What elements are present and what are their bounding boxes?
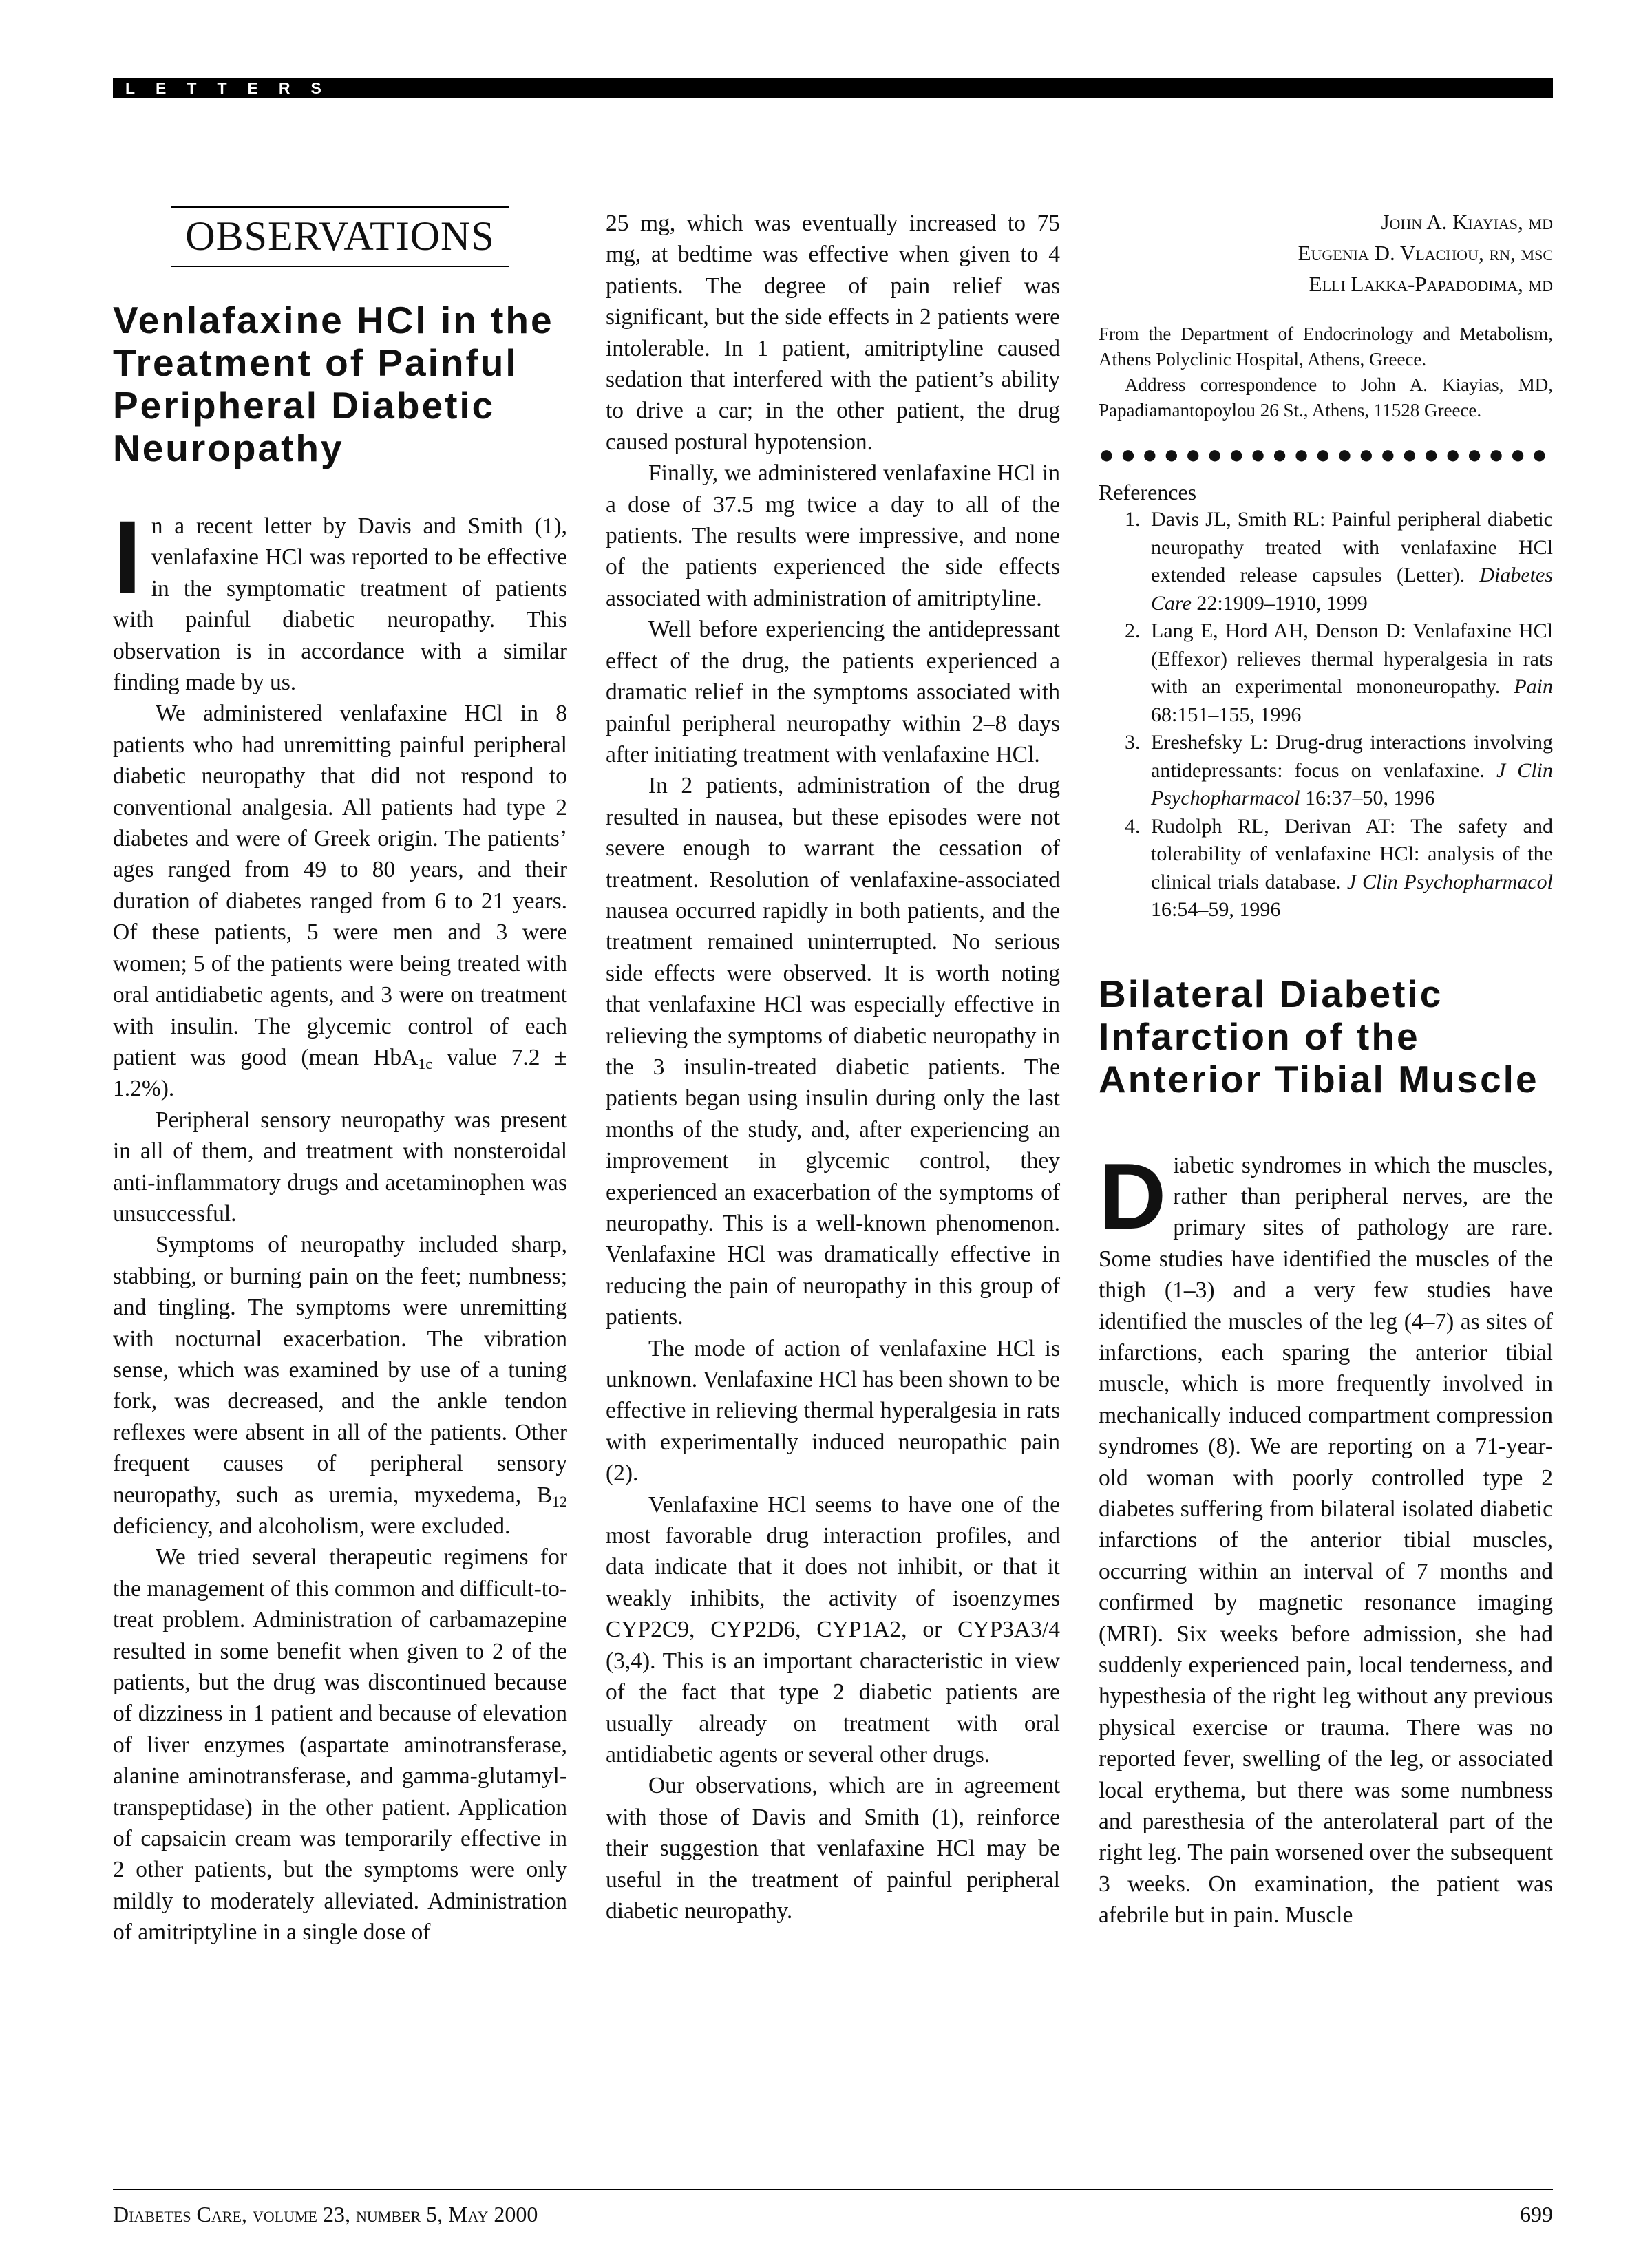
reference-details: 16:54–59, 1996 (1151, 898, 1281, 921)
affiliation: From the Department of Endocrinology and Metabolism, Athens Polyclinic Hospital, Athens, Greece. (1099, 323, 1553, 370)
paragraph-7: Finally, we administered venlafaxine HCl in a dose of 37.5 mg twice a day to all of the patients. The results were impressive, and none of the patients experienced the side effects associated with administration of amitriptyline. (606, 460, 1060, 611)
reference-text: Davis JL, Smith RL: Painful peripheral diabetic neuropathy treated with venlafaxine HCl extended release capsules (Letter). (1151, 508, 1553, 586)
paragraph-8: Well before experiencing the antidepressant effect of the drug, the patients experienced a dramatic relief in the symptoms associated with painful peripheral neuropathy within 2–8 days after initiating treatment with venlafaxine HCl. (606, 617, 1060, 767)
reference-text: Rudolph RL, Derivan AT: The safety and tolerability of venlafaxine HCl: analysis of the clinical trials database. (1151, 814, 1553, 893)
dot-divider: ●●●●●●●●●●●●●●●●●●●●● (1099, 441, 1553, 469)
reference-journal: Pain (1514, 675, 1553, 698)
author: Elli Lakka-Papadodima, md (1309, 272, 1553, 296)
author: John A. Kiayias, md (1381, 210, 1553, 234)
paragraph-9: In 2 patients, administration of the drug resulted in nausea, but these episodes were not severe enough to warrant the cessation of treatment. Resolution of venlafaxine-associated nausea occurred rapidly in both patients, and the treatment remained uninterrupted. No serious side effects were observed. It is worth noting that venlafaxine HCl was especially effective in relieving the symptoms of diabetic neuropathy in the 3 insulin-treated diabetic patients. The patients began using insulin during only the last months of the study, and, after experiencing an improvement in glycemic control, they experienced an exacerbation of the symptoms of neuropathy. This is a well-known phenomenon. Venlafaxine HCl was dramatically effective in reducing the pain of neuropathy in this group of patients. (606, 773, 1060, 1330)
reference-text: Ereshefsky L: Drug-drug interactions involving antidepressants: focus on venlafaxine. (1151, 731, 1553, 782)
paragraph-2 (113, 698, 567, 1104)
affiliation-block (1099, 321, 1553, 423)
article-title: Venlafaxine HCl in the Treatment of Painful Peripheral Diabetic Neuropathy (113, 299, 554, 469)
paragraph-1-text: n a recent letter by Davis and Smith (1), venlafaxine HCl was reported to be effective in the symptomatic treatment of patients with painful diabetic neuropathy. This observation is in accordance with a similar finding made by us. (113, 513, 567, 696)
reference-item (1145, 617, 1553, 729)
hba1c-subscript: 1c (418, 1054, 433, 1072)
article-2-paragraph-1 (1099, 1143, 1553, 1931)
paragraph-11: Venlafaxine HCl seems to have one of the most favorable drug interaction profiles, and data indicate that it does not inhibit, or that it weakly inhibits, the activity of isoenzymes CYP2C9, CYP2D6, CYP1A2, or CYP3A3/4 (3,4). This is an important characteristic in view of the fact that type 2 diabetic patients are usually already on treatment with oral antidiabetic agents or several other drugs. (606, 1491, 1060, 1767)
paragraph-4-text-b: deficiency, and alcoholism, were excluded. (113, 1513, 511, 1539)
reference-journal: Diabetes Care (1151, 564, 1553, 615)
author: Eugenia D. Vlachou, rn, msc (1298, 241, 1553, 265)
reference-item (1145, 813, 1553, 924)
reference-details: 22:1909–1910, 1999 (1191, 591, 1368, 615)
journal-citation: Diabetes Care, volume 23, number 5, May 2000 (113, 2202, 538, 2226)
reference-item (1145, 506, 1553, 617)
page-number: 699 (1520, 2202, 1553, 2226)
paragraph-2-text-b: value 7.2 ± 1.2%). (113, 1044, 567, 1102)
column-1 (113, 206, 567, 1948)
reference-journal: J Clin Psychopharmacol (1151, 758, 1553, 809)
reference-item (1145, 729, 1553, 813)
section-bar (113, 78, 1553, 98)
paragraph-4-text-a: Symptoms of neuropathy included sharp, stabbing, or burning pain on the feet; numbness; and tingling. The symptoms were unremitting with nocturnal exacerbation. The vibration sense, which was examined by use of a tuning fork, was decreased, and the ankle tendon reflexes were absent in all of the patients. Other frequent causes of peripheral sensory neuropathy, such as uremia, myxedema, B (113, 1232, 567, 1508)
section-title-wrap (113, 206, 567, 267)
paragraph-2-text-a: We administered venlafaxine HCl in 8 patients who had unremitting painful peripheral diabetic neuropathy that did not respond to conventional analgesia. All patients had type 2 diabetes and were of Greek origin. The patients’ ages ranged from 49 to 80 years, and their duration of diabetes ranged from 6 to 21 years. Of these patients, 5 were men and 3 were women; 5 of the patients were being treated with oral antidiabetic agents, and 3 were on treatment with insulin. The glycemic control of each patient was good (mean HbA (113, 701, 567, 1070)
reference-details: 68:151–155, 1996 (1151, 703, 1302, 726)
correspondence: Address correspondence to John A. Kiayias, MD, Papadiamantopoylou 26 St., Athens, 11528 Greece. (1099, 374, 1553, 421)
references-heading: References (1099, 480, 1197, 504)
paragraph-1 (113, 499, 567, 698)
page-footer (113, 2189, 1553, 2227)
section-title: OBSERVATIONS (171, 206, 509, 267)
article-2-paragraph-1-text: iabetic syndromes in which the muscles, rather than peripheral nerves, are the primary sites of pathology are rare. Some studies have identified the muscles of the thigh (1–3) and a very few studies have identified the muscles of the leg (4–7) as sites of infarctions, each sparing the anterior tibial muscle, which is more frequently involved in mechanically induced compartment compression syndromes (8). We are reporting on a 71-year-old woman with poorly controlled type 2 diabetes suffering from bilateral isolated diabetic infarctions of the anterior tibial muscles, occurring within an interval of 7 months and confirmed by magnetic resonance imaging (MRI). Six weeks before admission, she had suddenly experienced pain, local tenderness, and hypesthesia of the right leg without any previous physical exercise or trauma. There was no reported fever, swelling of the leg, or associated local erythema, but there was some numbness and paresthesia of the anterolateral part of the right leg. The pain worsened over the subsequent 3 weeks. On examination, the patient was afebrile but in pain. Muscle (1099, 1152, 1553, 1928)
paragraph-12: Our observations, which are in agreement with those of Davis and Smith (1), reinforce their suggestion that venlafaxine HCl may be useful in the treatment of painful peripheral diabetic neuropathy. (606, 1773, 1060, 1924)
reference-journal: J Clin Psychopharmacol (1347, 870, 1553, 893)
article-2-title: Bilateral Diabetic Infarction of the Anterior Tibial Muscle (1099, 972, 1539, 1101)
paragraph-4 (113, 1229, 567, 1542)
reference-list (1099, 506, 1553, 924)
paragraph-6: 25 mg, which was eventually increased to 75 mg, at bedtime was effective when given to 4 patients. The degree of pain relief was significant, but the side effects in 2 patients were intolerable. In 1 patient, amitriptyline caused sedation that interfered with the patient’s ability to drive a car; in the other patient, the drug caused postural hypotension. (606, 211, 1060, 455)
paragraph-10: The mode of action of venlafaxine HCl is unknown. Venlafaxine HCl has been shown to be effective in relieving thermal hyperalgesia in rats with experimentally induced neuropathic pain (2). (606, 1335, 1060, 1487)
b12-subscript: 12 (552, 1492, 567, 1510)
author-list (1099, 206, 1553, 299)
section-bar-label: LETTERS (125, 79, 342, 97)
drop-cap: I (113, 499, 142, 615)
paragraph-3: Peripheral sensory neuropathy was present in all of them, and treatment with nonsteroidal anti-inflammatory drugs and acetaminophen was unsuccessful. (113, 1107, 567, 1226)
column-3 (1099, 206, 1553, 1931)
reference-text: Lang E, Hord AH, Denson D: Venlafaxine HCl (Effexor) relieves thermal hyperalgesia in rats with an experimental mononeuropathy. (1151, 619, 1553, 698)
paragraph-5: We tried several therapeutic regimens for the management of this common and difficult-to-treat problem. Administration of carbamazepine resulted in some benefit when given to 2 of the patients, but the drug was discontinued because of dizziness in 1 patient and because of elevation of liver enzymes (aspartate aminotransferase, alanine aminotransferase, and gamma-glutamyl-transpeptidase) in the other patient. Application of capsaicin cream was temporarily effective in 2 other patients, but the symptoms were only mildly to moderately alleviated. Administration of amitriptyline in a single dose of (113, 1544, 567, 1946)
column-2 (606, 208, 1060, 1926)
drop-cap: D (1099, 1143, 1167, 1248)
reference-details: 16:37–50, 1996 (1300, 787, 1435, 809)
